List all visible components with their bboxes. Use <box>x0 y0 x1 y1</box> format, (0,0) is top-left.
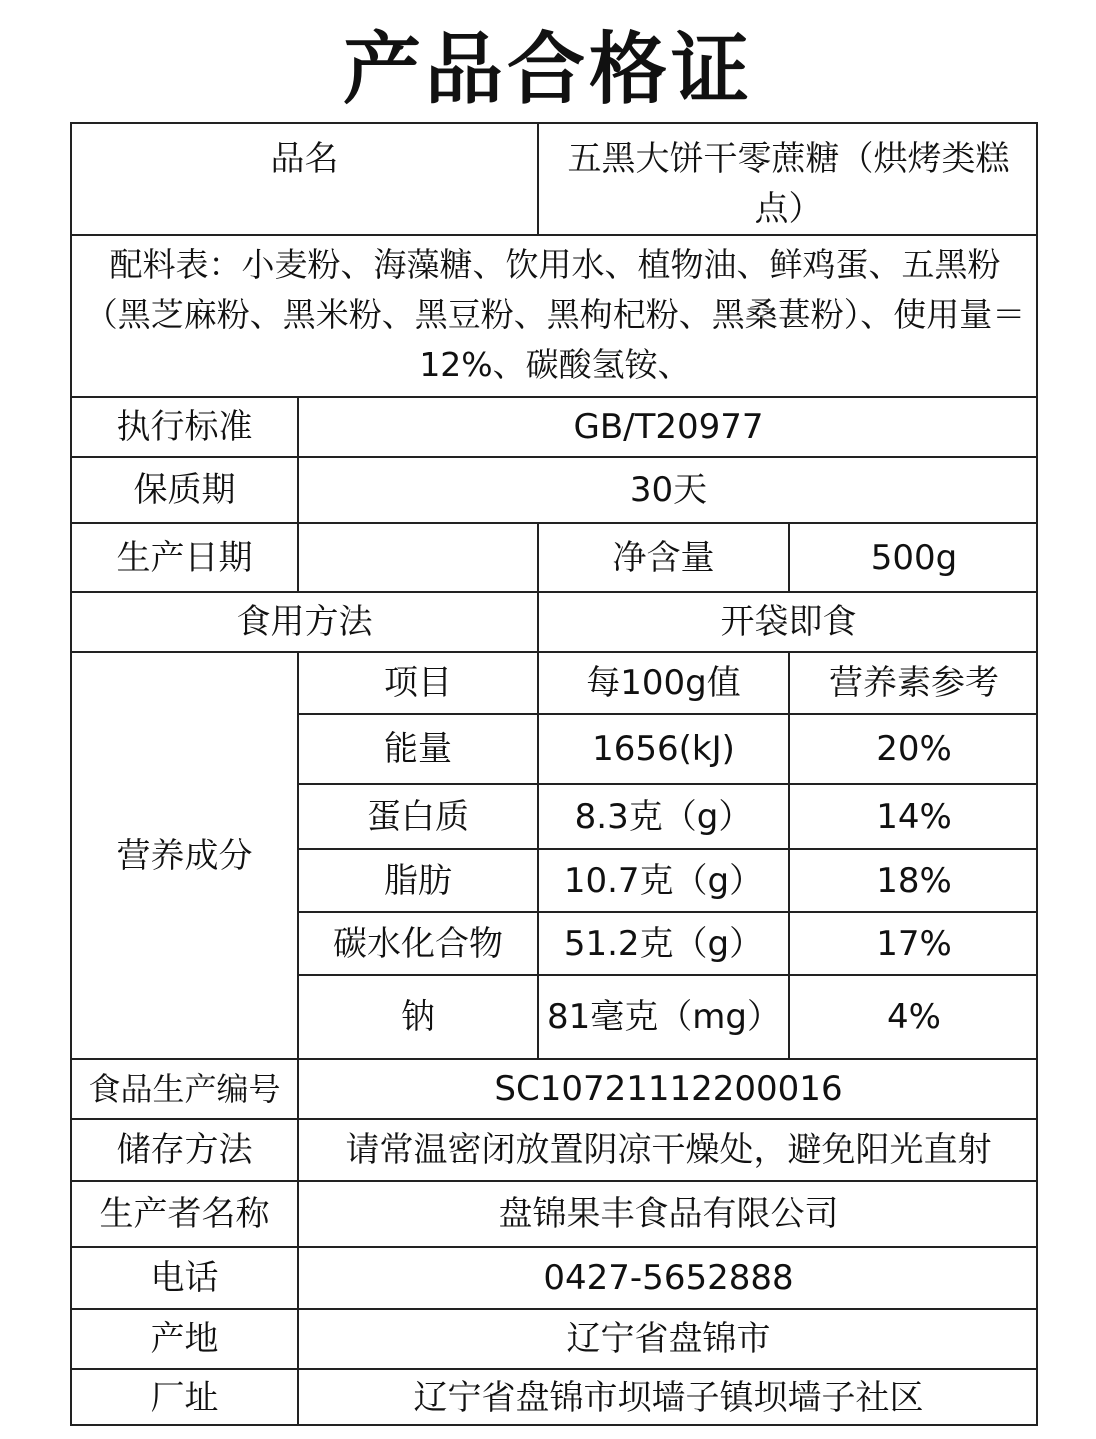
nutrition-row-item: 碳水化合物 <box>299 913 539 976</box>
nutrition-row-item: 脂肪 <box>299 850 539 913</box>
nutrition-row-per100g: 81毫克（mg） <box>539 976 790 1060</box>
production-date-value <box>299 524 539 593</box>
storage-value: 请常温密闭放置阴凉干燥处，避免阳光直射 <box>299 1120 1038 1182</box>
manufacturer-value: 盘锦果丰食品有限公司 <box>299 1182 1038 1248</box>
nutrition-row-per100g: 1656(kJ) <box>539 715 790 785</box>
usage-value: 开袋即食 <box>539 593 1038 653</box>
address-value: 辽宁省盘锦市坝墙子镇坝墙子社区 <box>413 1378 924 1418</box>
ingredients-text: 配料表：小麦粉、海藻糖、饮用水、植物油、鲜鸡蛋、五黑粉（黑芝麻粉、黑米粉、黑豆粉、黑枸杞粉、黑桑葚粉）、使用量＝12%、碳酸氢铵、 <box>72 236 1038 398</box>
address-label: 厂址 <box>72 1370 299 1426</box>
origin-value: 辽宁省盘锦市 <box>299 1310 1038 1370</box>
nutrition-header-per100g: 每100g值 <box>539 653 790 715</box>
nutrition-row-per100g: 8.3克（g） <box>539 785 790 850</box>
usage-label: 食用方法 <box>72 593 539 653</box>
nutrition-row-nrv: 14% <box>790 785 1038 850</box>
manufacturer-label: 生产者名称 <box>72 1182 299 1248</box>
shelf-life-value: 30天 <box>299 458 1038 524</box>
certificate-table <box>70 122 1038 1426</box>
nutrition-row-nrv: 17% <box>790 913 1038 976</box>
standard-label: 执行标准 <box>72 398 299 458</box>
license-label: 食品生产编号 <box>72 1060 299 1120</box>
nutrition-row-item: 蛋白质 <box>299 785 539 850</box>
phone-label: 电话 <box>72 1248 299 1310</box>
origin-label: 产地 <box>72 1310 299 1370</box>
license-value: SC10721112200016 <box>299 1060 1038 1120</box>
storage-label: 储存方法 <box>72 1120 299 1182</box>
product-name-label: 品名 <box>72 124 539 236</box>
shelf-life-label: 保质期 <box>72 458 299 524</box>
nutrition-row-per100g: 51.2克（g） <box>539 913 790 976</box>
nutrition-row-per100g: 10.7克（g） <box>539 850 790 913</box>
net-content-label: 净含量 <box>539 524 790 593</box>
nutrition-row-item: 能量 <box>299 715 539 785</box>
nutrition-row-item: 钠 <box>299 976 539 1060</box>
phone-value: 0427-5652888 <box>299 1248 1038 1310</box>
nutrition-row-nrv: 20% <box>790 715 1038 785</box>
product-name-value: 五黑大饼干零蔗糖（烘烤类糕点） <box>539 124 1038 236</box>
net-content-value: 500g <box>790 524 1038 593</box>
nutrition-row-nrv: 4% <box>790 976 1038 1060</box>
production-date-label: 生产日期 <box>72 524 299 593</box>
standard-value: GB/T20977 <box>299 398 1038 458</box>
nutrition-row-nrv: 18% <box>790 850 1038 913</box>
nutrition-header-nrv: 营养素参考 <box>790 653 1038 715</box>
nutrition-label: 营养成分 <box>72 653 299 1060</box>
page-title: 产品合格证 <box>342 25 753 115</box>
nutrition-header-item: 项目 <box>299 653 539 715</box>
